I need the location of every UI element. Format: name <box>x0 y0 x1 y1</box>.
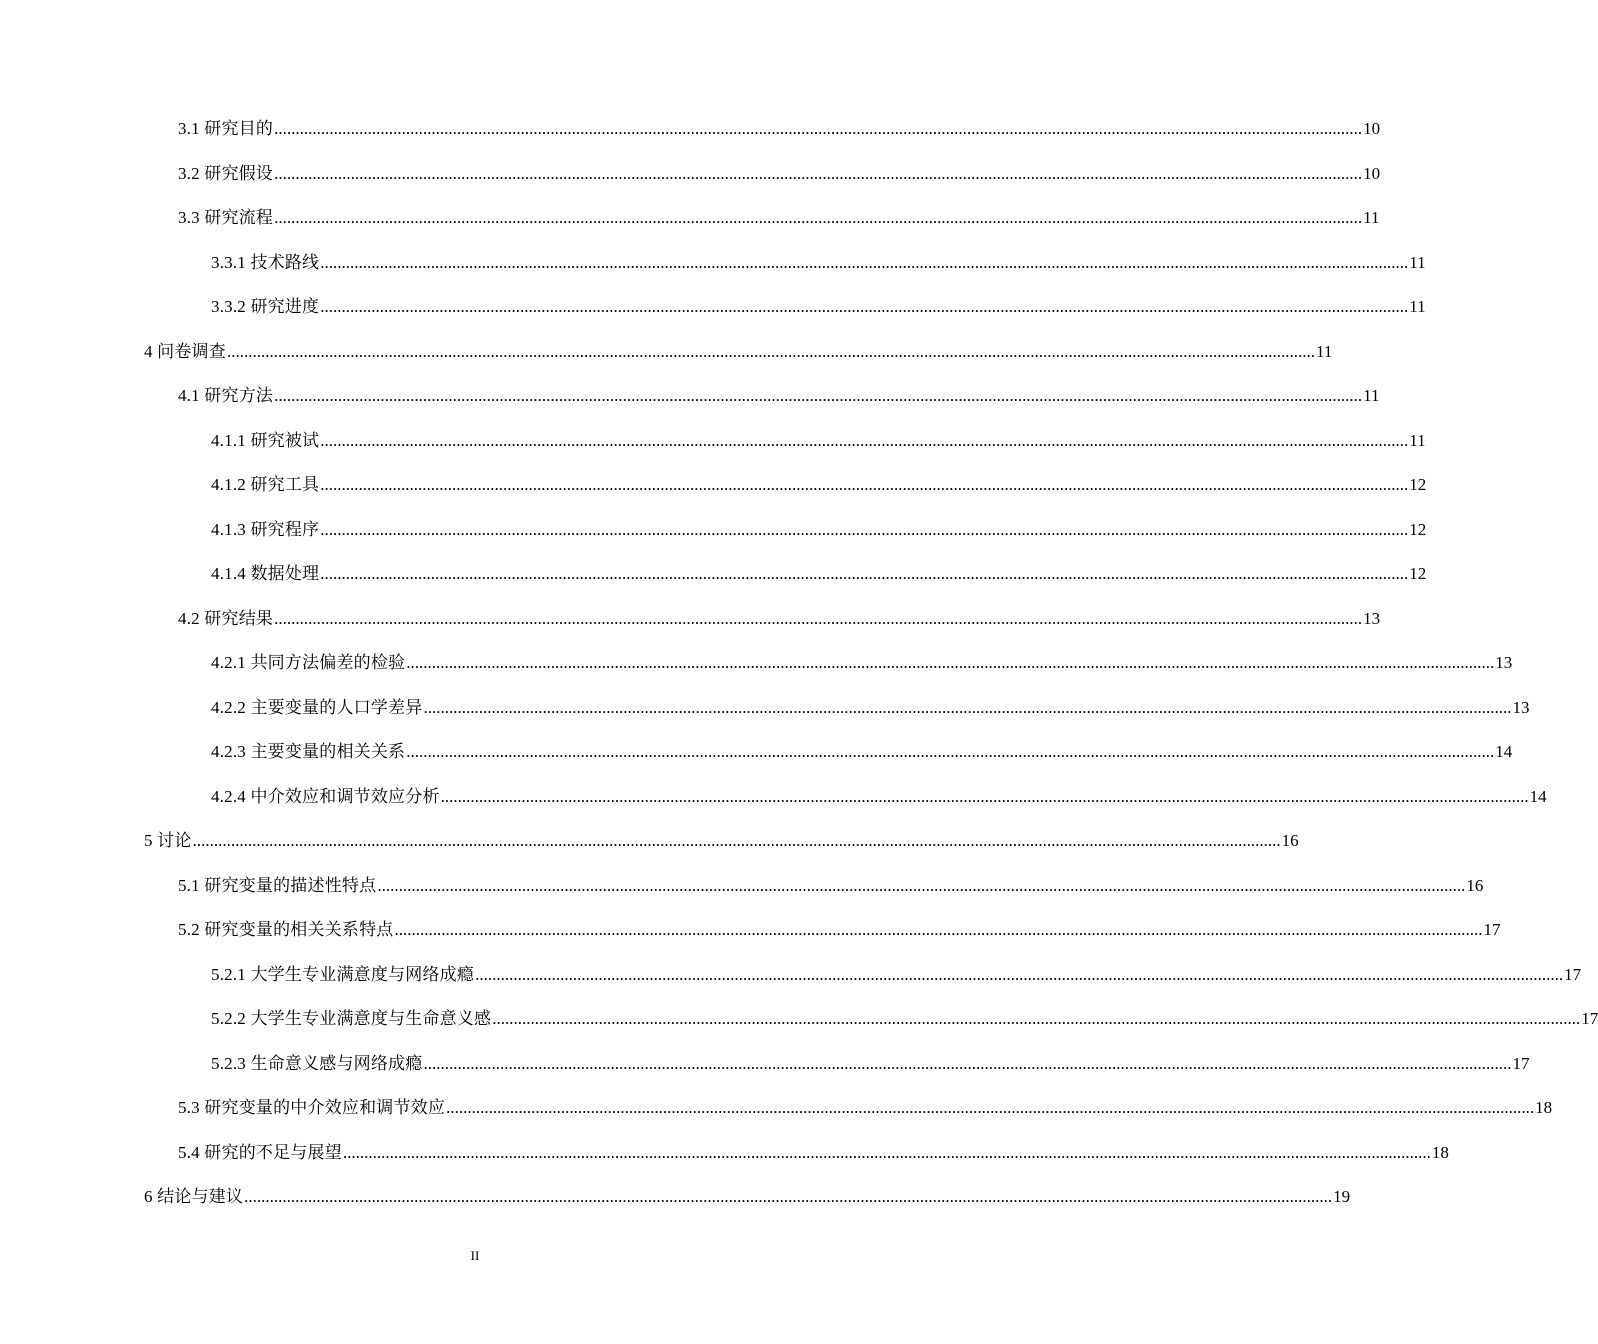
toc-entry-label: 4 问卷调查 <box>144 342 226 361</box>
toc-entry[interactable] <box>178 917 1501 941</box>
toc-entry[interactable] <box>211 650 1513 674</box>
toc-page-number: 18 <box>1535 1098 1553 1117</box>
toc-page-number: 11 <box>1409 297 1426 316</box>
toc-entry[interactable] <box>178 873 1484 897</box>
toc-entry[interactable] <box>144 828 1299 852</box>
toc-entry[interactable] <box>211 1051 1530 1075</box>
toc-dot-leader: ................................................................................................................................................................................................................................................................ <box>274 386 1363 405</box>
toc-entry[interactable] <box>144 1184 1351 1208</box>
toc-dot-leader: ................................................................................................................................................................................................................................................................ <box>406 653 1495 672</box>
toc-entry[interactable] <box>211 428 1426 452</box>
toc-dot-leader: ................................................................................................................................................................................................................................................................ <box>492 1009 1581 1028</box>
toc-entry[interactable] <box>211 294 1426 318</box>
toc-entry[interactable] <box>211 784 1547 808</box>
toc-dot-leader: ................................................................................................................................................................................................................................................................ <box>320 564 1409 583</box>
toc-dot-leader: ................................................................................................................................................................................................................................................................ <box>320 297 1409 316</box>
toc-dot-leader: ................................................................................................................................................................................................................................................................ <box>192 831 1281 850</box>
toc-entry-label: 3.3.1 技术路线 <box>211 253 320 272</box>
toc-entry[interactable] <box>178 1095 1553 1119</box>
toc-dot-leader: ................................................................................................................................................................................................................................................................ <box>440 787 1529 806</box>
toc-dot-leader: ................................................................................................................................................................................................................................................................ <box>342 1143 1431 1162</box>
toc-dot-leader: ................................................................................................................................................................................................................................................................ <box>475 965 1564 984</box>
toc-entry-label: 3.3.2 研究进度 <box>211 297 320 316</box>
toc-dot-leader: ................................................................................................................................................................................................................................................................ <box>406 742 1495 761</box>
toc-dot-leader: ................................................................................................................................................................................................................................................................ <box>423 1054 1512 1073</box>
toc-page-number: 19 <box>1333 1187 1351 1206</box>
toc-page-number: 12 <box>1409 564 1427 583</box>
toc-entry-label: 4.2.3 主要变量的相关关系 <box>211 742 406 761</box>
toc-entry-label: 5.2.2 大学生专业满意度与生命意义感 <box>211 1009 492 1028</box>
toc-entry[interactable] <box>178 383 1380 407</box>
toc-dot-leader: ................................................................................................................................................................................................................................................................ <box>320 475 1409 494</box>
toc-page-number: 10 <box>1363 119 1381 138</box>
toc-dot-leader: ................................................................................................................................................................................................................................................................ <box>274 119 1363 138</box>
toc-entry[interactable] <box>211 1006 1598 1030</box>
toc-entry-label: 4.1 研究方法 <box>178 386 274 405</box>
toc-page-number: 11 <box>1409 253 1426 272</box>
toc-page-number: 13 <box>1363 609 1381 628</box>
toc-dot-leader: ................................................................................................................................................................................................................................................................ <box>226 342 1315 361</box>
toc-dot-leader: ................................................................................................................................................................................................................................................................ <box>320 520 1409 539</box>
toc-page-number: 14 <box>1495 742 1513 761</box>
toc-dot-leader: ................................................................................................................................................................................................................................................................ <box>274 164 1363 183</box>
toc-page-number: 18 <box>1431 1143 1449 1162</box>
toc-page-number: 17 <box>1512 1054 1530 1073</box>
toc-dot-leader: ................................................................................................................................................................................................................................................................ <box>244 1187 1333 1206</box>
toc-entry[interactable] <box>211 561 1427 585</box>
toc-entry-label: 4.2.1 共同方法偏差的检验 <box>211 653 406 672</box>
toc-entry-label: 3.1 研究目的 <box>178 119 274 138</box>
toc-entry-label: 5 讨论 <box>144 831 192 850</box>
toc-page-number: 12 <box>1409 520 1427 539</box>
toc-page-number: 12 <box>1409 475 1427 494</box>
toc-page-number: 13 <box>1512 698 1530 717</box>
toc-entry-label: 3.3 研究流程 <box>178 208 274 227</box>
page-footer-number: II <box>470 1248 480 1263</box>
toc-page-number: 14 <box>1529 787 1547 806</box>
toc-page-number: 17 <box>1483 920 1501 939</box>
toc-entry[interactable] <box>144 339 1333 363</box>
toc-entry[interactable] <box>211 250 1426 274</box>
toc-entry[interactable] <box>211 962 1582 986</box>
toc-entry-label: 4.1.1 研究被试 <box>211 431 320 450</box>
toc-entry[interactable] <box>178 1140 1449 1164</box>
toc-page-number: 11 <box>1363 386 1380 405</box>
toc-page-number: 11 <box>1315 342 1333 361</box>
toc-entry-label: 5.1 研究变量的描述性特点 <box>178 876 377 895</box>
toc-entry[interactable] <box>211 739 1513 763</box>
toc-entry-label: 4.1.4 数据处理 <box>211 564 320 583</box>
toc-entry-label: 5.2 研究变量的相关关系特点 <box>178 920 394 939</box>
toc-entry[interactable] <box>178 161 1381 185</box>
toc-entry-label: 5.2.1 大学生专业满意度与网络成瘾 <box>211 965 475 984</box>
toc-dot-leader: ................................................................................................................................................................................................................................................................ <box>377 876 1466 895</box>
toc-entry-label: 5.2.3 生命意义感与网络成瘾 <box>211 1054 423 1073</box>
toc-entry[interactable] <box>211 472 1427 496</box>
toc-page-number: 16 <box>1281 831 1299 850</box>
toc-page-number: 17 <box>1564 965 1582 984</box>
toc-page-number: 11 <box>1363 208 1380 227</box>
toc-entry[interactable] <box>178 606 1381 630</box>
toc-entry[interactable] <box>211 517 1427 541</box>
toc-page-number: 16 <box>1466 876 1484 895</box>
toc-page-number: 17 <box>1581 1009 1598 1028</box>
toc-entry-label: 4.2 研究结果 <box>178 609 274 628</box>
toc-entry-label: 4.1.2 研究工具 <box>211 475 320 494</box>
toc-entry-label: 3.2 研究假设 <box>178 164 274 183</box>
toc-dot-leader: ................................................................................................................................................................................................................................................................ <box>423 698 1512 717</box>
toc-entry[interactable] <box>211 695 1530 719</box>
toc-entry[interactable] <box>178 116 1381 140</box>
toc-entry-label: 6 结论与建议 <box>144 1187 244 1206</box>
toc-dot-leader: ................................................................................................................................................................................................................................................................ <box>274 208 1363 227</box>
toc-page-number: 11 <box>1409 431 1426 450</box>
toc-dot-leader: ................................................................................................................................................................................................................................................................ <box>320 431 1409 450</box>
toc-entry[interactable] <box>178 205 1380 229</box>
toc-entry-label: 4.1.3 研究程序 <box>211 520 320 539</box>
toc-entry-label: 4.2.2 主要变量的人口学差异 <box>211 698 423 717</box>
toc-page-number: 13 <box>1495 653 1513 672</box>
toc-dot-leader: ................................................................................................................................................................................................................................................................ <box>320 253 1409 272</box>
toc-dot-leader: ................................................................................................................................................................................................................................................................ <box>274 609 1363 628</box>
toc-entry-label: 5.4 研究的不足与展望 <box>178 1143 342 1162</box>
toc-entry-label: 5.3 研究变量的中介效应和调节效应 <box>178 1098 446 1117</box>
toc-page-number: 10 <box>1363 164 1381 183</box>
toc-entry-label: 4.2.4 中介效应和调节效应分析 <box>211 787 440 806</box>
toc-dot-leader: ................................................................................................................................................................................................................................................................ <box>394 920 1483 939</box>
toc-dot-leader: ................................................................................................................................................................................................................................................................ <box>446 1098 1535 1117</box>
